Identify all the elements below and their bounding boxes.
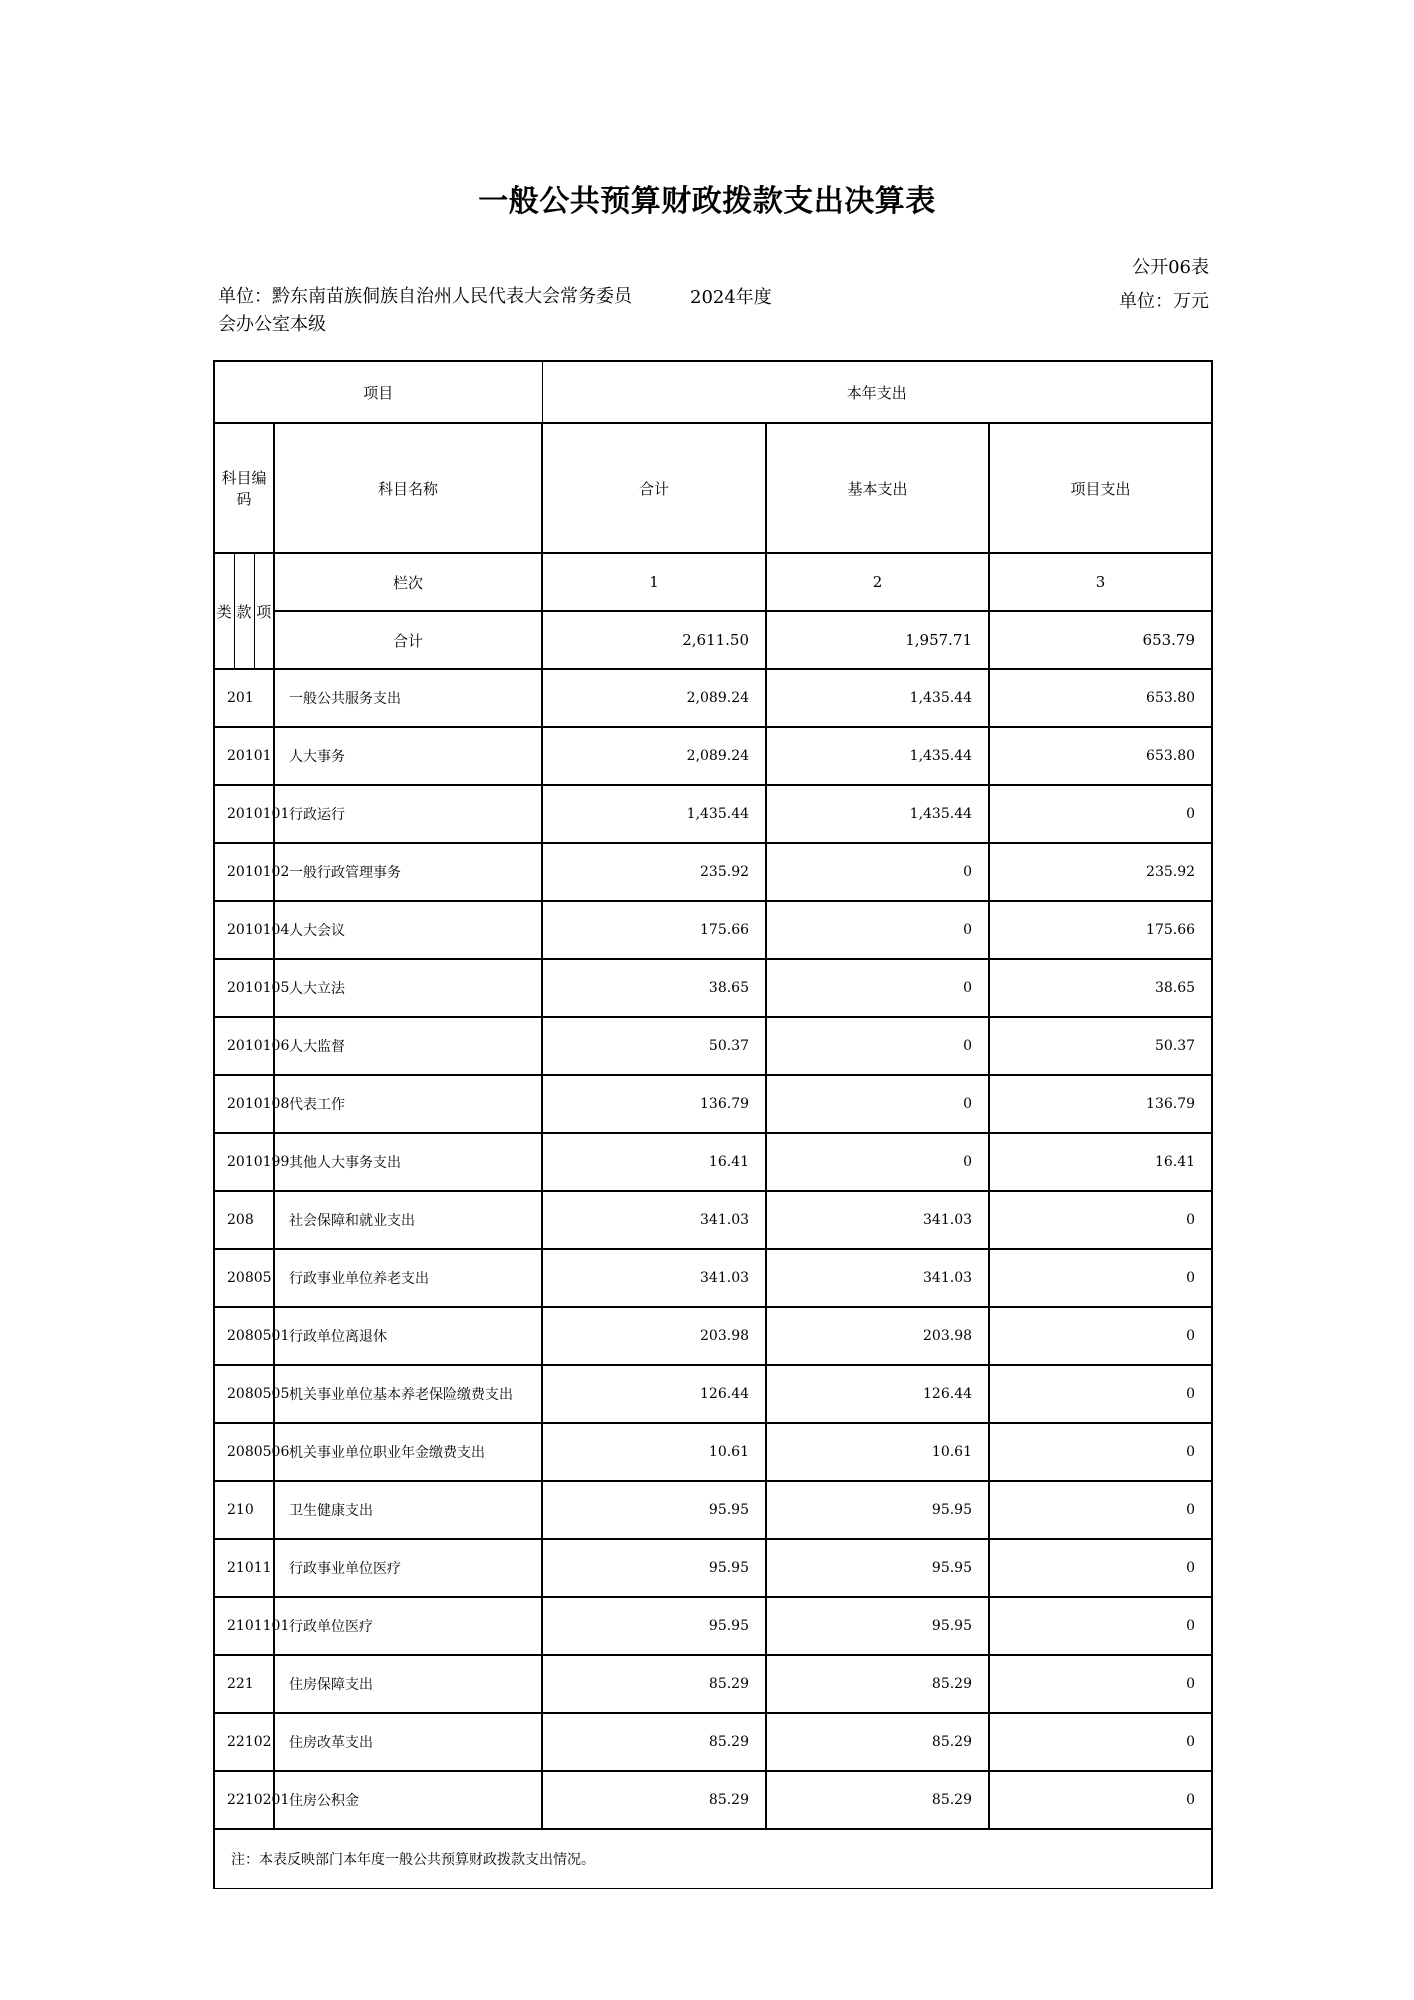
- row-project-expenditure: 0: [989, 1307, 1212, 1365]
- table-row: [214, 1423, 1212, 1481]
- row-total: 1,435.44: [542, 785, 766, 843]
- code-subcolumn-xiang: 项: [254, 553, 274, 669]
- row-subject-name: 卫生健康支出: [274, 1481, 542, 1539]
- row-project-expenditure: 0: [989, 1539, 1212, 1597]
- row-project-expenditure: 0: [989, 785, 1212, 843]
- table-row: [214, 1307, 1212, 1365]
- column-header-basic-expenditure: 基本支出: [766, 423, 989, 553]
- row-subject-name: 社会保障和就业支出: [274, 1191, 542, 1249]
- column-header-project-expenditure: 项目支出: [989, 423, 1212, 553]
- row-project-expenditure: 0: [989, 1655, 1212, 1713]
- row-subject-name: 一般行政管理事务: [274, 843, 542, 901]
- row-total: 16.41: [542, 1133, 766, 1191]
- row-subject-code: 22102: [214, 1713, 274, 1771]
- row-subject-code: 221: [214, 1655, 274, 1713]
- row-subject-code: 208: [214, 1191, 274, 1249]
- budget-table: [213, 360, 1213, 1889]
- row-basic-expenditure: 0: [766, 1075, 989, 1133]
- row-subject-name: 人大会议: [274, 901, 542, 959]
- table-column-index-row: [214, 553, 1212, 611]
- table-column-header-row: [214, 423, 1212, 553]
- code-subcolumn-lei: 类: [214, 553, 234, 669]
- table-row: [214, 843, 1212, 901]
- row-project-expenditure: 0: [989, 1597, 1212, 1655]
- row-total: 203.98: [542, 1307, 766, 1365]
- row-project-expenditure: 0: [989, 1423, 1212, 1481]
- grand-total-label: 合计: [274, 611, 542, 669]
- table-group-header-row: [214, 361, 1212, 423]
- row-basic-expenditure: 0: [766, 1017, 989, 1075]
- row-basic-expenditure: 95.95: [766, 1539, 989, 1597]
- row-basic-expenditure: 0: [766, 843, 989, 901]
- row-total: 126.44: [542, 1365, 766, 1423]
- row-subject-name: 行政单位医疗: [274, 1597, 542, 1655]
- department-label: 单位：黔东南苗族侗族自治州人民代表大会常务委员会办公室本级: [218, 286, 632, 335]
- column-index-3: 3: [989, 553, 1212, 611]
- row-subject-name: 行政运行: [274, 785, 542, 843]
- row-basic-expenditure: 1,435.44: [766, 669, 989, 727]
- grand-total-total: 2,611.50: [542, 611, 766, 669]
- table-row: [214, 1133, 1212, 1191]
- row-total: 85.29: [542, 1771, 766, 1829]
- row-project-expenditure: 0: [989, 1713, 1212, 1771]
- row-total: 85.29: [542, 1713, 766, 1771]
- row-subject-name: 机关事业单位基本养老保险缴费支出: [274, 1365, 542, 1423]
- amount-unit-label: 单位：万元: [1119, 291, 1209, 312]
- table-row: [214, 1771, 1212, 1829]
- column-header-subject-code: 科目编码: [214, 423, 274, 553]
- table-row: [214, 785, 1212, 843]
- row-project-expenditure: 38.65: [989, 959, 1212, 1017]
- row-subject-code: 2010199: [214, 1133, 274, 1191]
- row-basic-expenditure: 341.03: [766, 1249, 989, 1307]
- row-subject-code: 2010104: [214, 901, 274, 959]
- row-subject-code: 2080501: [214, 1307, 274, 1365]
- row-subject-code: 20805: [214, 1249, 274, 1307]
- code-subcolumn-kuan: 款: [234, 553, 254, 669]
- row-basic-expenditure: 85.29: [766, 1655, 989, 1713]
- row-subject-name: 人大立法: [274, 959, 542, 1017]
- row-subject-code: 2010102: [214, 843, 274, 901]
- row-basic-expenditure: 1,435.44: [766, 785, 989, 843]
- row-basic-expenditure: 0: [766, 901, 989, 959]
- table-row: [214, 1713, 1212, 1771]
- row-total: 341.03: [542, 1249, 766, 1307]
- group-header-project: 项目: [214, 361, 542, 423]
- row-subject-code: 2080506: [214, 1423, 274, 1481]
- row-subject-code: 2080505: [214, 1365, 274, 1423]
- column-index-1: 1: [542, 553, 766, 611]
- row-total: 95.95: [542, 1597, 766, 1655]
- row-total: 95.95: [542, 1539, 766, 1597]
- row-basic-expenditure: 95.95: [766, 1481, 989, 1539]
- table-row: [214, 1597, 1212, 1655]
- row-basic-expenditure: 203.98: [766, 1307, 989, 1365]
- grand-total-row: [214, 611, 1212, 669]
- row-total: 95.95: [542, 1481, 766, 1539]
- row-total: 235.92: [542, 843, 766, 901]
- row-project-expenditure: 235.92: [989, 843, 1212, 901]
- row-subject-name: 一般公共服务支出: [274, 669, 542, 727]
- row-project-expenditure: 0: [989, 1249, 1212, 1307]
- table-row: [214, 1655, 1212, 1713]
- row-subject-code: 210: [214, 1481, 274, 1539]
- row-basic-expenditure: 85.29: [766, 1771, 989, 1829]
- column-header-total: 合计: [542, 423, 766, 553]
- table-row: [214, 959, 1212, 1017]
- row-basic-expenditure: 341.03: [766, 1191, 989, 1249]
- row-subject-name: 机关事业单位职业年金缴费支出: [274, 1423, 542, 1481]
- row-subject-code: 2010101: [214, 785, 274, 843]
- row-basic-expenditure: 10.61: [766, 1423, 989, 1481]
- row-basic-expenditure: 95.95: [766, 1597, 989, 1655]
- row-subject-name: 代表工作: [274, 1075, 542, 1133]
- row-subject-code: 2210201: [214, 1771, 274, 1829]
- row-project-expenditure: 0: [989, 1365, 1212, 1423]
- row-project-expenditure: 653.80: [989, 727, 1212, 785]
- row-subject-name: 住房改革支出: [274, 1713, 542, 1771]
- row-subject-name: 其他人大事务支出: [274, 1133, 542, 1191]
- row-subject-name: 人大监督: [274, 1017, 542, 1075]
- page-title: 一般公共预算财政拨款支出决算表: [478, 184, 936, 219]
- table-row: [214, 1249, 1212, 1307]
- table-row: [214, 1539, 1212, 1597]
- row-basic-expenditure: 0: [766, 959, 989, 1017]
- column-index-2: 2: [766, 553, 989, 611]
- row-total: 85.29: [542, 1655, 766, 1713]
- row-basic-expenditure: 85.29: [766, 1713, 989, 1771]
- row-project-expenditure: 0: [989, 1481, 1212, 1539]
- row-project-expenditure: 16.41: [989, 1133, 1212, 1191]
- row-total: 38.65: [542, 959, 766, 1017]
- table-note-row: [214, 1829, 1212, 1889]
- row-subject-name: 行政事业单位养老支出: [274, 1249, 542, 1307]
- row-basic-expenditure: 1,435.44: [766, 727, 989, 785]
- table-row: [214, 1017, 1212, 1075]
- row-project-expenditure: 175.66: [989, 901, 1212, 959]
- row-total: 10.61: [542, 1423, 766, 1481]
- table-row: [214, 1075, 1212, 1133]
- row-subject-code: 21011: [214, 1539, 274, 1597]
- table-row: [214, 669, 1212, 727]
- row-total: 136.79: [542, 1075, 766, 1133]
- table-row: [214, 1191, 1212, 1249]
- row-basic-expenditure: 126.44: [766, 1365, 989, 1423]
- group-header-current-year: 本年支出: [542, 361, 1212, 423]
- form-number-label: 公开06表: [1132, 257, 1209, 278]
- row-total: 2,089.24: [542, 727, 766, 785]
- row-total: 341.03: [542, 1191, 766, 1249]
- row-project-expenditure: 653.80: [989, 669, 1212, 727]
- table-note: 注：本表反映部门本年度一般公共预算财政拨款支出情况。: [214, 1829, 1212, 1889]
- row-project-expenditure: 50.37: [989, 1017, 1212, 1075]
- row-basic-expenditure: 0: [766, 1133, 989, 1191]
- table-row: [214, 1481, 1212, 1539]
- column-header-subject-name: 科目名称: [274, 423, 542, 553]
- grand-total-project: 653.79: [989, 611, 1212, 669]
- row-subject-code: 2101101: [214, 1597, 274, 1655]
- row-subject-name: 行政单位离退休: [274, 1307, 542, 1365]
- row-subject-name: 人大事务: [274, 727, 542, 785]
- row-subject-name: 行政事业单位医疗: [274, 1539, 542, 1597]
- column-index-label: 栏次: [274, 553, 542, 611]
- grand-total-basic: 1,957.71: [766, 611, 989, 669]
- fiscal-year-label: 2024年度: [690, 287, 772, 308]
- row-subject-name: 住房保障支出: [274, 1655, 542, 1713]
- row-subject-code: 20101: [214, 727, 274, 785]
- row-subject-code: 2010106: [214, 1017, 274, 1075]
- row-project-expenditure: 136.79: [989, 1075, 1212, 1133]
- row-total: 2,089.24: [542, 669, 766, 727]
- table-row: [214, 901, 1212, 959]
- row-total: 175.66: [542, 901, 766, 959]
- row-total: 50.37: [542, 1017, 766, 1075]
- table-row: [214, 727, 1212, 785]
- table-row: [214, 1365, 1212, 1423]
- row-project-expenditure: 0: [989, 1191, 1212, 1249]
- row-subject-code: 2010108: [214, 1075, 274, 1133]
- row-subject-code: 2010105: [214, 959, 274, 1017]
- row-subject-code: 201: [214, 669, 274, 727]
- row-project-expenditure: 0: [989, 1771, 1212, 1829]
- row-subject-name: 住房公积金: [274, 1771, 542, 1829]
- budget-table-container: [213, 360, 1211, 1889]
